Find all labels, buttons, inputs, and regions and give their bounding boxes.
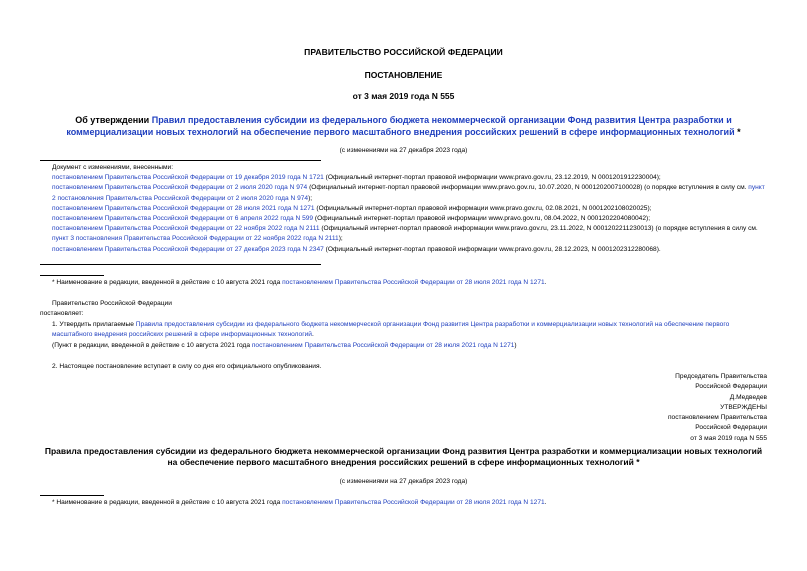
rules-title: Правила предоставления субсидии из федерального бюджета некоммерческой организации Фонд развития Центра разработки и коммерциализации новых технологий на обеспечение первого масштабного внедрения российских решений в сфере информационных технологий * <box>44 446 763 467</box>
rules-changes-note: (с изменениями на 27 декабря 2023 года) <box>339 478 468 485</box>
amendment-extra-text: ); <box>308 194 313 202</box>
government-heading: ПРАВИТЕЛЬСТВО РОССИЙСКОЙ ФЕДЕРАЦИИ <box>304 47 503 57</box>
document-date-number: от 3 мая 2019 года N 555 <box>352 91 455 101</box>
separator-line <box>40 160 321 161</box>
amendment-link[interactable]: постановлением Правительства Российской Федерации от 27 декабря 2023 года N 2347 <box>52 245 324 253</box>
signature-line: Д.Медведев <box>729 393 767 401</box>
amendment-text: (Официальный интернет-портал правовой информации www.pravo.gov.ru, 08.04.2022, N 0001202204080042); <box>313 215 651 223</box>
approval-line: УТВЕРЖДЕНЫ <box>720 403 767 411</box>
amendment-link[interactable]: постановлением Правительства Российской Федерации от 28 июля 2021 года N 1271 <box>52 204 315 212</box>
footnote-text: * Наименование в редакции, введенной в действие с 10 августа 2021 года <box>52 499 283 506</box>
paragraph-1-note <box>40 341 767 351</box>
amendment-text: (Официальный интернет-портал правовой информации www.pravo.gov.ru, 28.12.2023, N 0001202312280068). <box>323 245 661 253</box>
document-type-heading: ПОСТАНОВЛЕНИЕ <box>364 70 443 80</box>
title-prefix: Об утверждении <box>75 115 152 125</box>
document-title <box>40 114 767 138</box>
amendments-intro: Документ с изменениями, внесенными: <box>52 164 174 171</box>
amendment-item <box>40 173 767 183</box>
footnote-separator <box>40 495 104 496</box>
footnote-end: . <box>544 499 547 506</box>
footnote-text: * Наименование в редакции, введенной в действие с 10 августа 2021 года <box>52 279 283 286</box>
title-suffix: * <box>734 127 741 137</box>
amendment-link[interactable]: постановлением Правительства Российской Федерации от 19 декабря 2019 года N 1721 <box>52 174 324 182</box>
footnote-2 <box>40 498 767 508</box>
decrees-line: постановляет: <box>40 310 84 318</box>
approval-line: от 3 мая 2019 года N 555 <box>690 434 767 442</box>
amendment-link[interactable]: постановлением Правительства Российской Федерации от 2 июля 2020 года N 974 <box>52 184 308 192</box>
amendment-item <box>40 204 767 214</box>
amendment-extra-link[interactable]: пункт 3 постановления Правительства Российской Федерации от 22 ноября 2022 года N 2111 <box>52 235 339 243</box>
p1-note-prefix: (Пункт в редакции, введенной в действие с 10 августа 2021 года <box>52 342 252 349</box>
approval-line: постановлением Правительства <box>667 414 767 422</box>
approval-line: Российской Федерации <box>695 424 767 432</box>
footnote-end: . <box>544 279 547 286</box>
p1-prefix: 1. Утвердить прилагаемые <box>52 321 136 328</box>
amendment-item <box>40 183 767 203</box>
p2-text: 2. Настоящее постановление вступает в силу со дня его официального опубликования. <box>52 363 322 370</box>
preamble <box>40 299 767 319</box>
amendment-text: (Официальный интернет-портал правовой информации www.pravo.gov.ru, 10.07.2020, N 0001202007100028) (о порядке вступления в силу см. <box>307 184 749 192</box>
amendment-extra-text: ); <box>338 235 343 243</box>
amendment-text: (Официальный интернет-портал правовой информации www.pravo.gov.ru, 23.12.2019, N 0001201912230004); <box>323 174 661 182</box>
amendment-item <box>40 214 767 224</box>
footnote-link[interactable]: постановлением Правительства Российской Федерации от 28 июля 2021 года N 1271 <box>282 499 545 506</box>
p1-rules-link[interactable]: Правила предоставления субсидии из федерального бюджета некоммерческой организации Фонд развития Центра разработки и коммерциализации новых технологий на обеспечение первого масштабного внедрения российских решений в сфере информационных технологий <box>52 321 730 339</box>
amendment-item <box>40 224 767 244</box>
title-link[interactable]: Правил предоставления субсидии из федерального бюджета некоммерческой организации Фонд развития Центра разработки и коммерциализации новых технологий на обеспечение первого масштабного внедрения российских решений в сфере информационных технологий <box>66 115 735 137</box>
separator-line <box>40 264 321 265</box>
paragraph-2 <box>40 362 767 372</box>
footnote-separator <box>40 275 104 276</box>
amendment-extra-link[interactable]: пункт 2 постановления Правительства Российской Федерации от 2 июля 2020 года N 974 <box>52 184 765 202</box>
p1-note-suffix: ) <box>514 342 517 349</box>
p1-suffix: . <box>311 331 314 339</box>
government-line: Правительство Российской Федерации <box>52 300 172 307</box>
signature-line: Председатель Правительства <box>675 373 767 380</box>
amendment-text: (Официальный интернет-портал правовой информации www.pravo.gov.ru, 23.11.2022, N 0001202211230013) (о порядке вступления в силу см. <box>319 225 758 233</box>
amendment-item <box>40 245 767 255</box>
footnote-1 <box>40 278 767 288</box>
amendment-link[interactable]: постановлением Правительства Российской Федерации от 6 апреля 2022 года N 599 <box>52 215 314 223</box>
paragraph-1 <box>40 320 767 340</box>
amendments-block <box>40 163 767 255</box>
p1-note-link[interactable]: постановлением Правительства Российской Федерации от 28 июля 2021 года N 1271 <box>251 342 515 349</box>
signature-line: Российской Федерации <box>695 383 767 391</box>
signature-block <box>567 372 767 444</box>
amendment-link[interactable]: постановлением Правительства Российской Федерации от 22 ноября 2022 года N 2111 <box>52 225 320 233</box>
footnote-link[interactable]: постановлением Правительства Российской Федерации от 28 июля 2021 года N 1271 <box>282 279 545 286</box>
amendment-text: (Официальный интернет-портал правовой информации www.pravo.gov.ru, 02.08.2021, N 0001202108020025); <box>314 204 652 212</box>
changes-note: (с изменениями на 27 декабря 2023 года) <box>339 147 468 154</box>
